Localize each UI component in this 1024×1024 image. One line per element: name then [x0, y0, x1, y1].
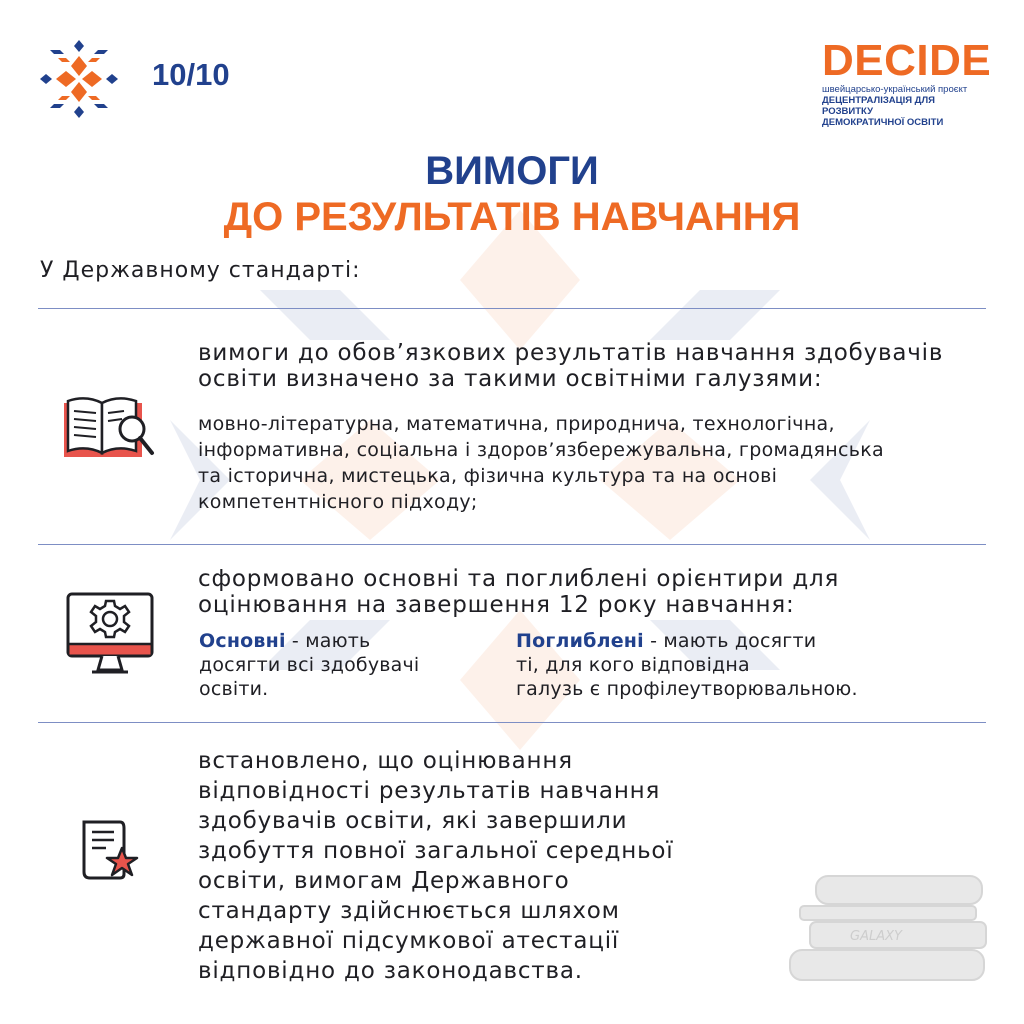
advanced-term: Поглиблені — [516, 630, 644, 652]
section-3-lead-line-1: встановлено, що оцінювання — [198, 748, 573, 774]
basic-line-2: досягти всі здобувачі — [199, 654, 420, 676]
section-1-lead — [198, 340, 943, 392]
basic-rest-1: - мають — [285, 630, 371, 652]
section-1-detail-line-1: мовно-літературна, математична, природнича, технологічна, — [198, 413, 835, 435]
brand-block — [822, 36, 992, 128]
project-logo — [38, 38, 120, 120]
open-book-magnifier-icon — [62, 395, 156, 461]
title-line-1: ВИМОГИ — [425, 149, 599, 193]
section-1-lead-line-2: освіти визначено за такими освітніми галузями: — [198, 366, 823, 392]
section-3-lead-line-8: відповідно до законодавства. — [198, 958, 583, 984]
books-label: GALAXY — [850, 929, 902, 944]
intro-text: У Державному стандарті: — [40, 258, 361, 283]
page-title — [0, 148, 1024, 240]
certificate-star-icon — [80, 818, 142, 880]
basic-term: Основні — [199, 630, 286, 652]
section-1-detail-line-4: компетентнісного підходу; — [198, 491, 478, 513]
section-3-lead-line-2: відповідності результатів навчання — [198, 778, 661, 804]
advanced-level-note — [516, 629, 936, 701]
brand-name: DECIDE — [822, 36, 992, 85]
section-1-detail-line-2: інформативна, соціальна і здоров’язбережувальна, громадянська — [198, 439, 884, 461]
monitor-gear-icon — [66, 592, 154, 678]
section-2-lead — [198, 566, 839, 618]
advanced-line-2: ті, для кого відповідна — [516, 654, 750, 676]
section-1-detail — [198, 411, 958, 515]
section-3-lead-line-6: стандарту здійснюється шляхом — [198, 898, 620, 924]
section-3-lead-line-7: державної підсумкової атестації — [198, 928, 620, 954]
section-2-lead-line-2: оцінювання на завершення 12 року навчання: — [198, 592, 795, 618]
section-3-lead-line-5: освіти, вимогам Державного — [198, 868, 570, 894]
advanced-line-3: галузь є профілеутворювальною. — [516, 678, 858, 700]
section-3-lead-line-4: здобуття повної загальної середньої — [198, 838, 674, 864]
section-3-lead — [198, 746, 674, 986]
basic-line-3: освіти. — [199, 678, 269, 700]
brand-tagline-2: ДЕМОКРАТИЧНОЇ ОСВІТИ — [822, 117, 944, 128]
section-1-detail-line-3: та історична, мистецька, фізична культура та на основі — [198, 465, 778, 487]
divider — [38, 722, 986, 723]
brand-subtitle: швейцарсько-український проєкт — [822, 84, 968, 95]
book-stack-illustration — [780, 866, 990, 986]
title-line-2: ДО РЕЗУЛЬТАТІВ НАВЧАННЯ — [223, 195, 801, 239]
section-2-lead-line-1: сформовано основні та поглиблені орієнтири для — [198, 566, 840, 592]
page-counter: 10/10 — [152, 57, 230, 92]
basic-level-note — [199, 629, 499, 701]
brand-tagline-1: ДЕЦЕНТРАЛІЗАЦІЯ ДЛЯ РОЗВИТКУ — [822, 95, 935, 117]
divider — [38, 308, 986, 309]
divider — [38, 544, 986, 545]
advanced-rest-1: - мають досягти — [643, 630, 817, 652]
section-1-lead-line-1: вимоги до обов’язкових результатів навчання здобувачів — [198, 340, 944, 366]
section-3-lead-line-3: здобувачів освіти, які завершили — [198, 808, 628, 834]
